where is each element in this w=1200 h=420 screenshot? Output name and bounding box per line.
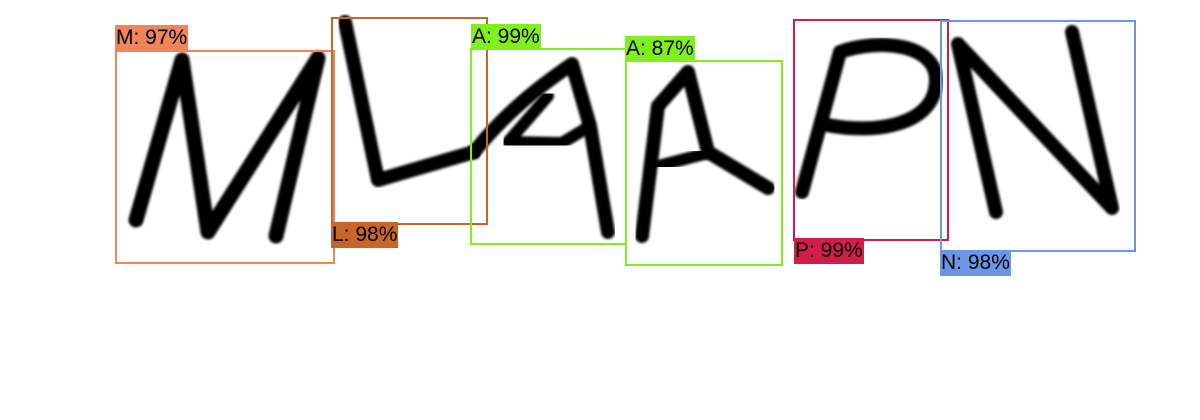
detection-label-a-1: A: 99% bbox=[472, 25, 540, 48]
detection-box-n bbox=[940, 20, 1136, 252]
detection-label-n: N: 98% bbox=[941, 251, 1010, 274]
detection-box-p bbox=[793, 19, 949, 241]
detection-box-l bbox=[331, 17, 488, 225]
detection-label-p: P: 99% bbox=[795, 239, 863, 262]
detection-box-a-1 bbox=[470, 48, 627, 245]
detection-box-a-2 bbox=[625, 60, 783, 266]
detection-label-a-2: A: 87% bbox=[626, 37, 694, 60]
detection-label-m: M: 97% bbox=[116, 26, 188, 49]
detection-label-l: L: 98% bbox=[332, 223, 398, 246]
detection-box-m bbox=[115, 50, 335, 264]
